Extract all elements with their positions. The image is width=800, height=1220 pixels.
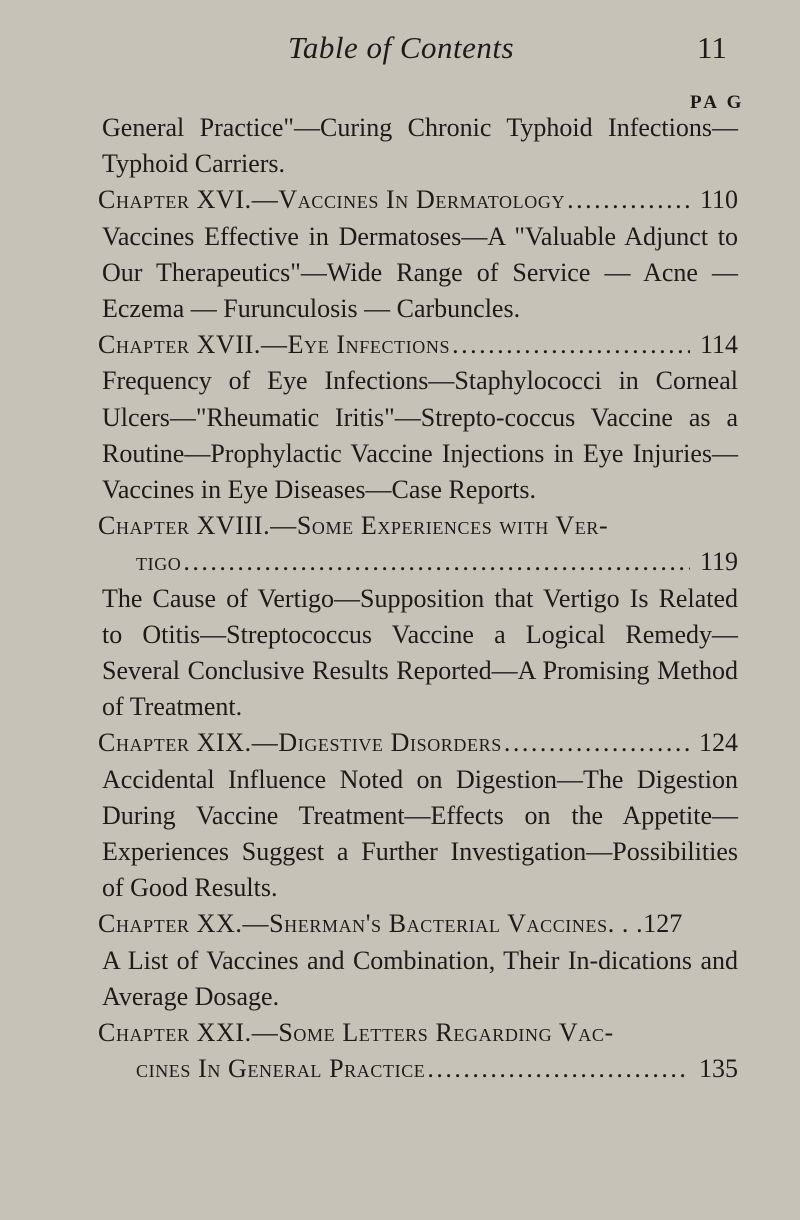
dot-leader — [450, 327, 690, 363]
chapter-19-entry — [98, 725, 738, 761]
chapter-18-title-line1: Chapter XVIII.—Some Experiences with Ver- — [98, 511, 609, 541]
chapter-19-description: Accidental Influence Noted on Digestion—The Digestion During Vaccine Treatment—Effects on the Appetite—Experiences Suggest a Further Investigation—Possibilities of Good Results. — [102, 764, 738, 903]
chapter-17-title: Chapter XVII.—Eye Infections — [98, 330, 451, 360]
running-head — [0, 30, 800, 70]
chapter-15-description: General Practice"—Curing Chronic Typhoid Infections—Typhoid Carriers. — [102, 113, 738, 179]
chapter-18-entry — [98, 544, 738, 580]
chapter-16-entry — [98, 182, 738, 218]
chapter-19-title: Chapter XIX.—Digestive Disorders — [98, 728, 502, 758]
dot-leader — [181, 544, 690, 580]
running-title: Table of Contents — [288, 30, 515, 65]
chapter-21-entry — [98, 1051, 738, 1087]
chapter-19-page: 124 — [699, 728, 738, 758]
dot-leader — [565, 182, 690, 218]
chapter-17-description: Frequency of Eye Infections—Staphylococci in Corneal Ulcers—"Rheumatic Iritis"—Strepto-coccus Vaccine as a Routine—Prophylactic Vaccine Injections in Eye Injuries—Vaccines in Eye Diseases—Case Reports. — [102, 366, 738, 505]
chapter-18-title-line2: tigo — [136, 547, 182, 577]
chapter-17-entry — [98, 327, 738, 363]
chapter-21-title-line2: cines In General Practice — [136, 1054, 426, 1084]
chapter-21-page: 135 — [699, 1054, 738, 1084]
chapter-20-page: 127 — [643, 909, 683, 939]
dot-leader — [502, 725, 690, 761]
chapter-21-title-line1: Chapter XXI.—Some Letters Regarding Vac- — [98, 1018, 614, 1048]
table-of-contents — [98, 110, 738, 1087]
chapter-17-page: 114 — [699, 330, 738, 360]
chapter-20-title: Chapter XX.—Sherman's Bacterial Vaccines. . . — [98, 909, 644, 939]
chapter-18-description: The Cause of Vertigo—Supposition that Vertigo Is Related to Otitis—Streptococcus Vaccine a Logical Remedy—Several Conclusive Results Reported—A Promising Method of Treatment. — [102, 583, 738, 722]
dot-leader — [425, 1051, 690, 1087]
chapter-20-entry — [98, 906, 738, 942]
chapter-16-title: Chapter XVI.—Vaccines In Dermatology — [98, 185, 566, 215]
chapter-20-description: A List of Vaccines and Combination, Their In-dications and Average Dosage. — [102, 945, 738, 1011]
chapter-16-description: Vaccines Effective in Dermatoses—A "Valuable Adjunct to Our Therapeutics"—Wide Range of Service — Acne — Eczema — Furunculosis — Carbuncles. — [102, 221, 738, 324]
page-number: 11 — [697, 30, 727, 65]
chapter-16-page: 110 — [699, 185, 738, 215]
page-column-label: PA G — [690, 92, 745, 113]
chapter-18-page: 119 — [699, 547, 738, 577]
